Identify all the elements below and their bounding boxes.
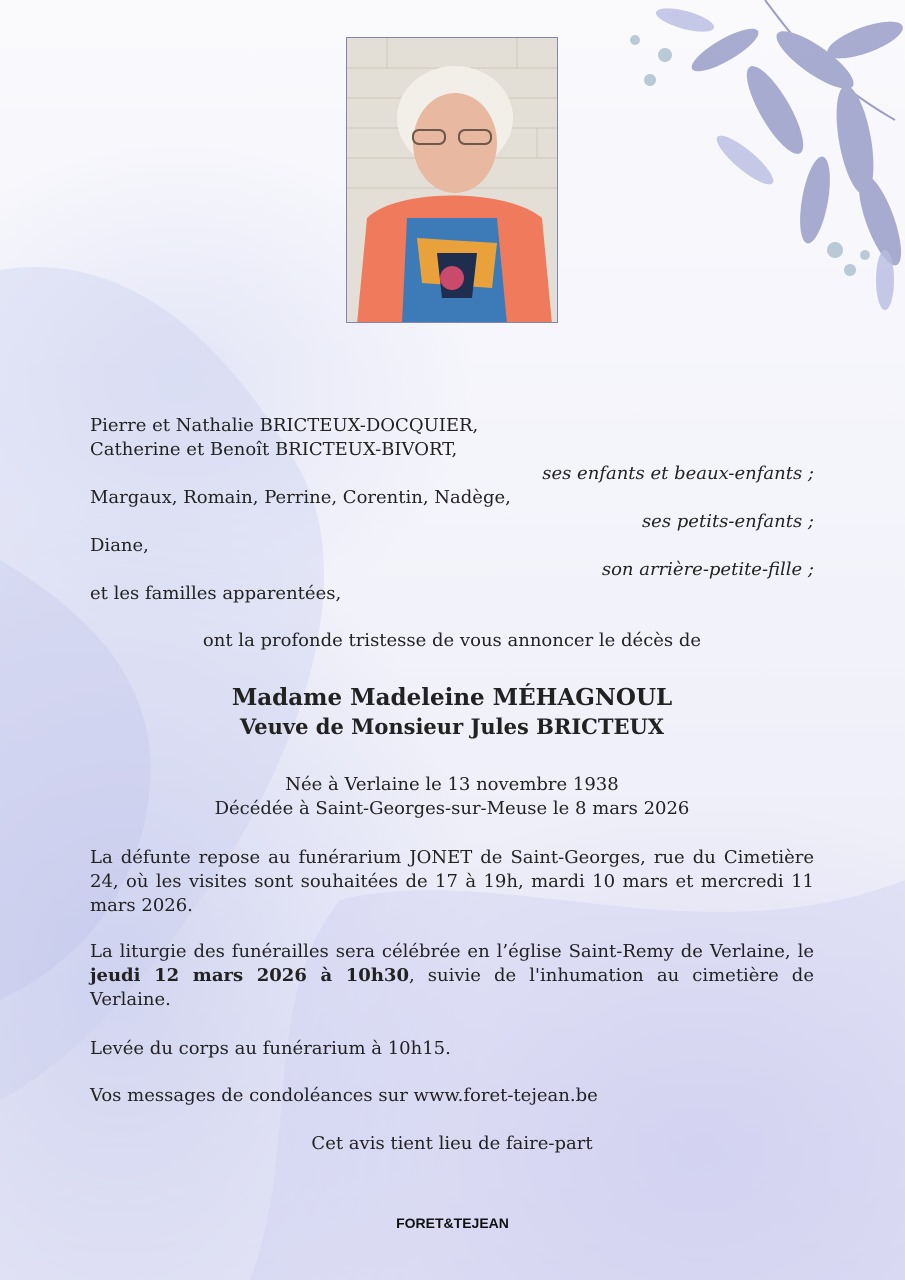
deceased-name-block bbox=[90, 683, 814, 741]
announcement-text: ont la profonde tristesse de vous annoncer le décès de bbox=[202, 630, 702, 651]
condolences-text: Vos messages de condoléances sur www.foret-tejean.be bbox=[90, 1085, 598, 1106]
deceased-title: Veuve de Monsieur Jules BRICTEUX bbox=[239, 714, 665, 739]
death-line: Décédée à Saint-Georges-sur-Meuse le 8 mars 2026 bbox=[214, 798, 690, 819]
eucalyptus-decoration bbox=[565, 0, 905, 310]
family-role-children: ses enfants et beaux-enfants ; bbox=[542, 463, 814, 484]
closing-text: Cet avis tient lieu de faire-part bbox=[311, 1133, 593, 1154]
dates-block bbox=[90, 773, 814, 821]
liturgy-text-before: La liturgie des funérailles sera célébrée en l’église Saint-Remy de Verlaine, le bbox=[90, 941, 814, 962]
family-line-great-grandchild: Diane, bbox=[90, 535, 149, 556]
portrait-photo bbox=[346, 37, 558, 323]
liturgy-date: jeudi 12 mars 2026 à 10h30 bbox=[90, 965, 409, 986]
funeral-home-logo: FORET&TEJEAN bbox=[396, 1215, 509, 1231]
levee-text: Levée du corps au funérarium à 10h15. bbox=[90, 1038, 451, 1059]
deceased-name: Madame Madeleine MÉHAGNOUL bbox=[231, 684, 673, 711]
family-line-grandchildren: Margaux, Romain, Perrine, Corentin, Nadège, bbox=[90, 487, 511, 508]
family-role-great-grandchild: son arrière-petite-fille ; bbox=[601, 559, 814, 580]
family-line-relatives: et les familles apparentées, bbox=[90, 583, 342, 604]
family-block bbox=[90, 414, 814, 606]
liturgy-paragraph bbox=[90, 940, 814, 1012]
birth-line: Née à Verlaine le 13 novembre 1938 bbox=[285, 774, 619, 795]
family-line-1: Pierre et Nathalie BRICTEUX-DOCQUIER, bbox=[90, 415, 479, 436]
family-line-2: Catherine et Benoît BRICTEUX-BIVORT, bbox=[90, 439, 458, 460]
family-role-grandchildren: ses petits-enfants ; bbox=[641, 511, 814, 532]
visitation-paragraph: La défunte repose au funérarium JONET de Saint-Georges, rue du Cimetière 24, où les visites sont souhaitées de 17 à 19h, mardi 10 mars et mercredi 11 mars 2026. bbox=[90, 847, 814, 916]
liturgy-text-after: , suivie de l'inhumation au cimetière de Verlaine. bbox=[90, 965, 814, 1010]
